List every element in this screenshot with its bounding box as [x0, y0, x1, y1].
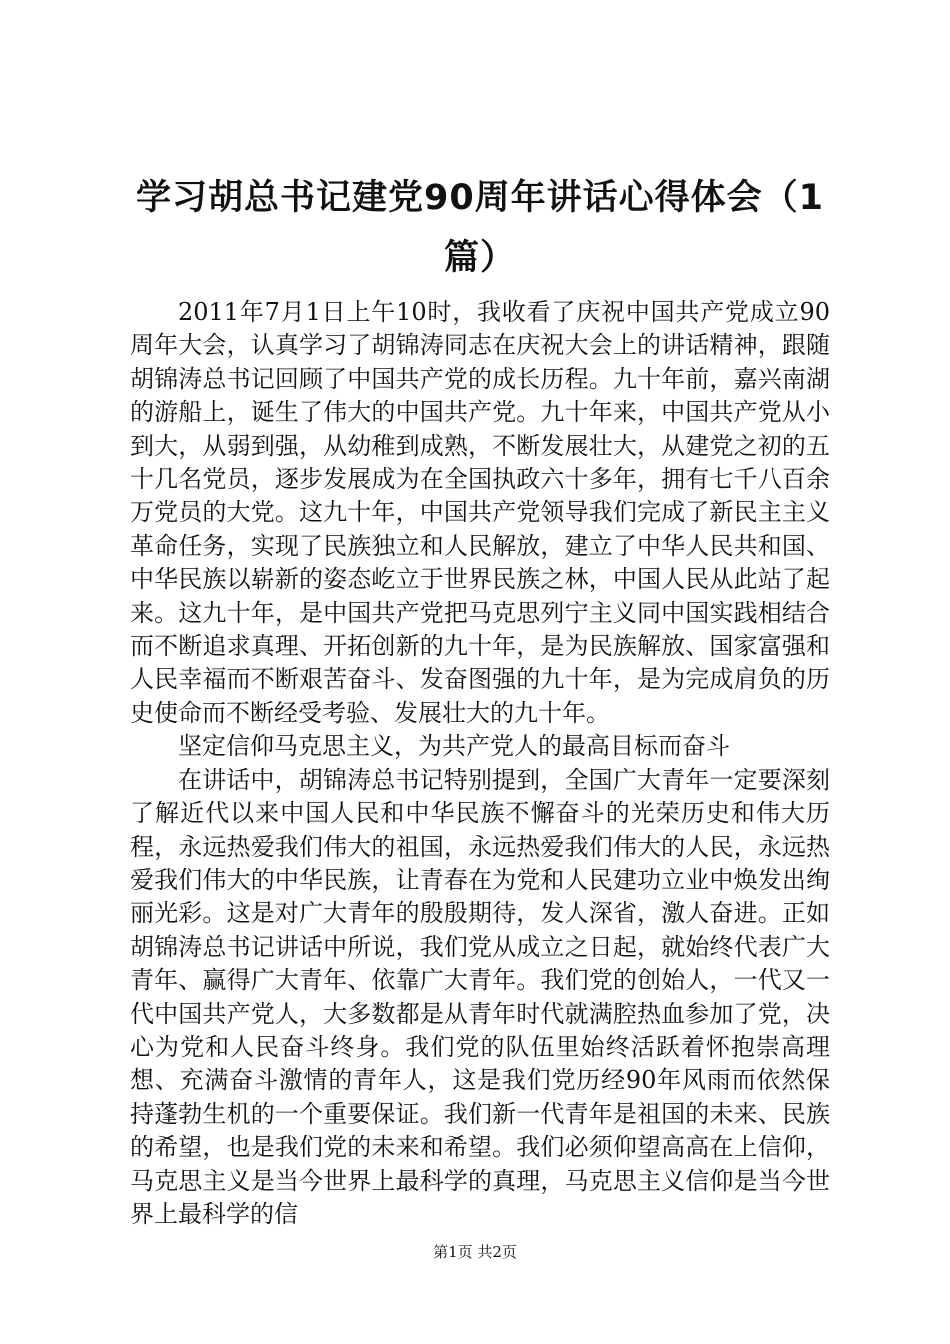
paragraph-heading: 坚定信仰马克思主义，为共产党人的最高目标而奋斗: [178, 732, 730, 761]
document-title: 学习胡总书记建党90周年讲话心得体会（1篇）: [135, 178, 825, 278]
paragraph-speech: 在讲话中，胡锦涛总书记特别提到，全国广大青年一定要深刻了解近代以来中国人民和中华民族不懈奋斗的光荣历史和伟大历程，永远热爱我们伟大的祖国，永远热爱我们伟大的人民，永远热爱我们伟大的中华民族，让青春在为党和人民建功立业中焕发出绚丽光彩。这是对广大青年的殷殷期待，发人深省，激人奋进。正如胡锦涛总书记讲话中所说，我们党从成立之日起，就始终代表广大青年、赢得广大青年、依靠广大青年。我们党的创始人，一代又一代中国共产党人，大多数都是从青年时代就满腔热血参加了党，决心为党和人民奋斗终身。我们党的队伍里始终活跃着怀抱崇高理想、充满奋斗激情的青年人，这是我们党历经90年风雨而依然保持蓬勃生机的一个重要保证。我们新一代青年是祖国的未来、民族的希望，也是我们党的未来和希望。我们必须仰望高高在上信仰，马克思主义是当今世界上最科学的真理，马克思主义信仰是当今世界上最科学的信: [130, 765, 830, 1228]
page-number-footer: 第1页 共2页: [433, 1243, 517, 1261]
paragraph-intro: 2011年7月1日上午10时，我收看了庆祝中国共产党成立90周年大会，认真学习了胡锦涛同志在庆祝大会上的讲话精神，跟随胡锦涛总书记回顾了中国共产党的成长历程。九十年前，嘉兴南湖的游船上，诞生了伟大的中国共产党。九十年来，中国共产党从小到大，从弱到强，从幼稚到成熟，不断发展壮大，从建党之初的五十几名党员，逐步发展成为在全国执政六十多年，拥有七千八百余万党员的大党。这九十年，中国共产党领导我们完成了新民主主义革命任务，实现了民族独立和人民解放，建立了中华人民共和国、中华民族以崭新的姿态屹立于世界民族之林，中国人民从此站了起来。这九十年，是中国共产党把马克思列宁主义同中国实践相结合而不断追求真理、开拓创新的九十年，是为民族解放、国家富强和人民幸福而不断艰苦奋斗、发奋图强的九十年，是为完成肩负的历史使命而不断经受考验、发展壮大的九十年。: [130, 298, 830, 727]
document-body: [130, 296, 830, 1231]
